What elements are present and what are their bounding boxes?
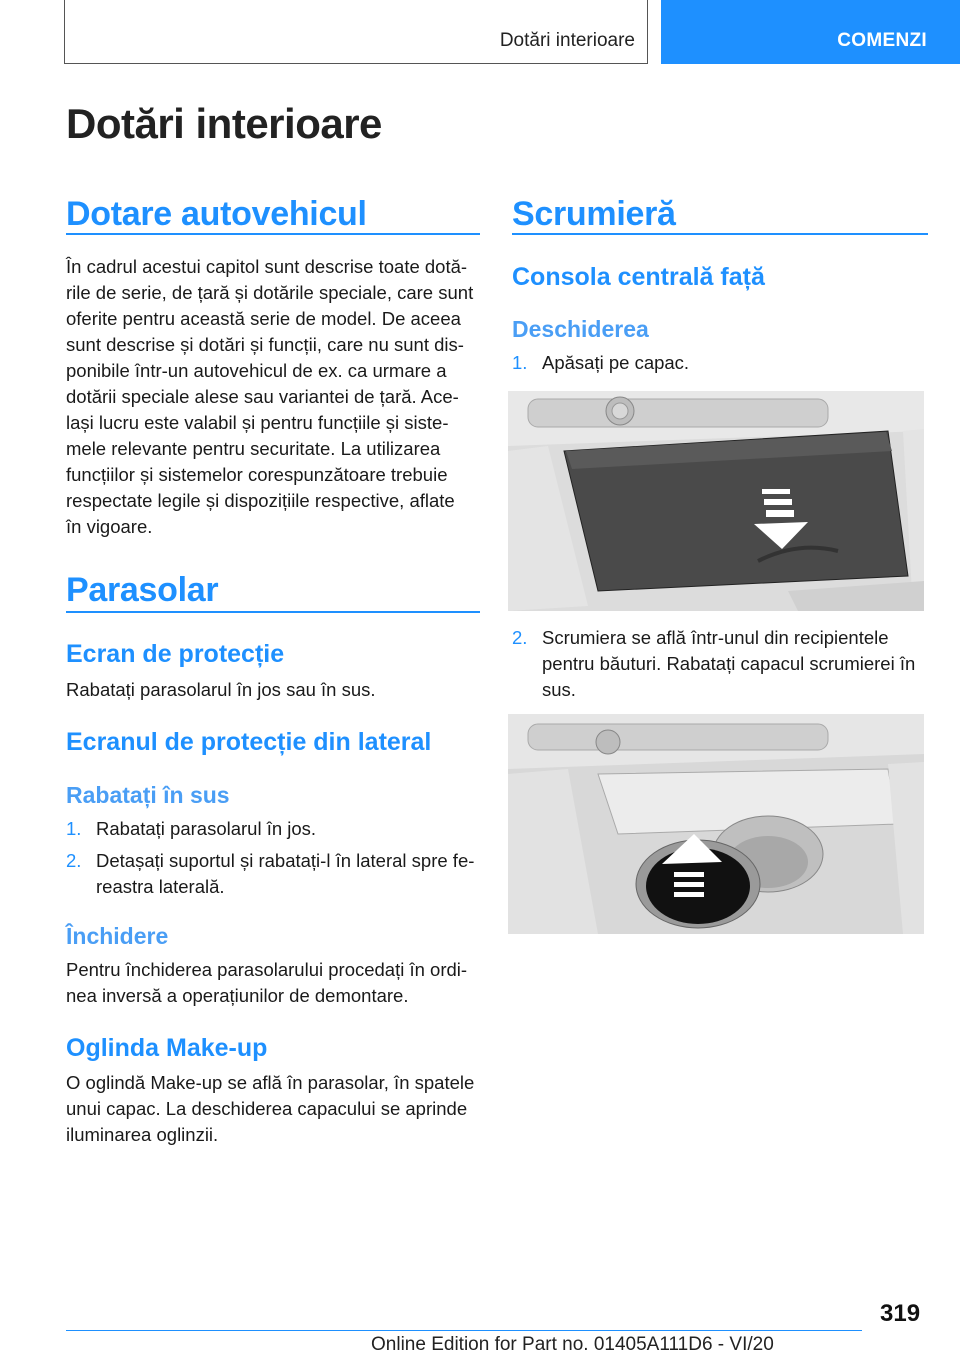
text-line: dotării speciale alese sau variantei de țară. Ace‐	[66, 386, 459, 407]
step-number: 2.	[66, 850, 82, 871]
text-line: Pentru închiderea parasolarului procedați în ordi‐	[66, 959, 468, 980]
text-line: ponibile într-un autovehicul de ex. ca urmare a	[66, 360, 447, 381]
ashtray-illustration	[508, 714, 924, 934]
page-title: Dotări interioare	[66, 100, 382, 147]
header-tab-label: COMENZI	[837, 30, 927, 51]
ecran-text: Rabatați parasolarul în jos sau în sus.	[66, 679, 376, 700]
section-title-scrumiera: Scrumieră	[512, 195, 676, 233]
console-illustration	[508, 391, 924, 611]
step-text: reastra laterală.	[96, 876, 225, 897]
inchidere-text	[66, 957, 486, 1009]
step-text: Detașați suportul și rabatați-l în lateral spre fe‐	[96, 850, 475, 871]
step-number: 2.	[512, 627, 528, 648]
oglinda-text	[66, 1070, 486, 1148]
section-title-dotare: Dotare autovehicul	[66, 195, 367, 233]
list-item	[66, 816, 486, 842]
step-text: Scrumiera se află într-unul din recipientele	[542, 627, 889, 648]
text-line: În cadrul acestui capitol sunt descrise toate dotă‐	[66, 256, 468, 277]
text-line: mele relevante pentru securitate. La utilizarea	[66, 438, 441, 459]
step-text: sus.	[542, 679, 576, 700]
heading-rabatati: Rabatați în sus	[66, 782, 230, 808]
header-section-box	[64, 0, 648, 64]
subsection-consola: Consola centrală față	[512, 263, 765, 291]
step-text: Rabatați parasolarul în jos.	[96, 818, 317, 839]
text-line: în vigoare.	[66, 516, 153, 537]
heading-deschiderea: Deschiderea	[512, 316, 649, 342]
header-section-title: Dotări interioare	[499, 30, 635, 51]
step-number: 1.	[512, 352, 528, 373]
figure-ashtray-cupholder	[508, 714, 924, 934]
list-item	[66, 848, 486, 900]
figure-console-closed	[508, 391, 924, 611]
header-tab[interactable]	[661, 0, 960, 64]
section-rule	[512, 233, 928, 235]
intro-paragraph	[66, 254, 486, 540]
list-item	[512, 350, 932, 376]
text-line: oferite pentru această serie de model. De aceea	[66, 308, 461, 329]
text-line: iluminarea oglinzii.	[66, 1124, 219, 1145]
text-line: lași lucru este valabil și pentru funcțiile și siste‐	[66, 412, 449, 433]
footer-edition: Online Edition for Part no. 01405A111D6 - VI/20	[371, 1334, 774, 1355]
text-line: unui capac. La deschiderea capacului se aprinde	[66, 1098, 468, 1119]
page-number: 319	[880, 1300, 921, 1327]
heading-inchidere: Închidere	[66, 923, 169, 949]
section-rule	[66, 611, 480, 613]
section-title-parasolar: Parasolar	[66, 571, 219, 609]
text-line: funcțiilor și sistemelor corespunzătoare trebuie	[66, 464, 448, 485]
text-line: sunt descrise și dotări și funcții, care nu sunt dis‐	[66, 334, 464, 355]
text-line: O oglindă Make-up se află în parasolar, în spatele	[66, 1072, 475, 1093]
subsection-lateral: Ecranul de protecție din lateral	[66, 728, 432, 756]
text-line: nea inversă a operațiunilor de demontare.	[66, 985, 409, 1006]
step-text: Apăsați pe capac.	[542, 352, 690, 373]
list-item	[512, 625, 932, 703]
text-line: respectate legile și dispozițiile respective, aflate	[66, 490, 455, 511]
step-number: 1.	[66, 818, 82, 839]
section-rule	[66, 233, 480, 235]
subsection-ecran: Ecran de protecție	[66, 640, 285, 668]
step-text: pentru băuturi. Rabatați capacul scrumierei în	[542, 653, 916, 674]
footer-rule	[66, 1330, 862, 1331]
text-line: rile de serie, de țară și dotările speciale, care sunt	[66, 282, 474, 303]
subsection-oglinda: Oglinda Make-up	[66, 1034, 268, 1062]
